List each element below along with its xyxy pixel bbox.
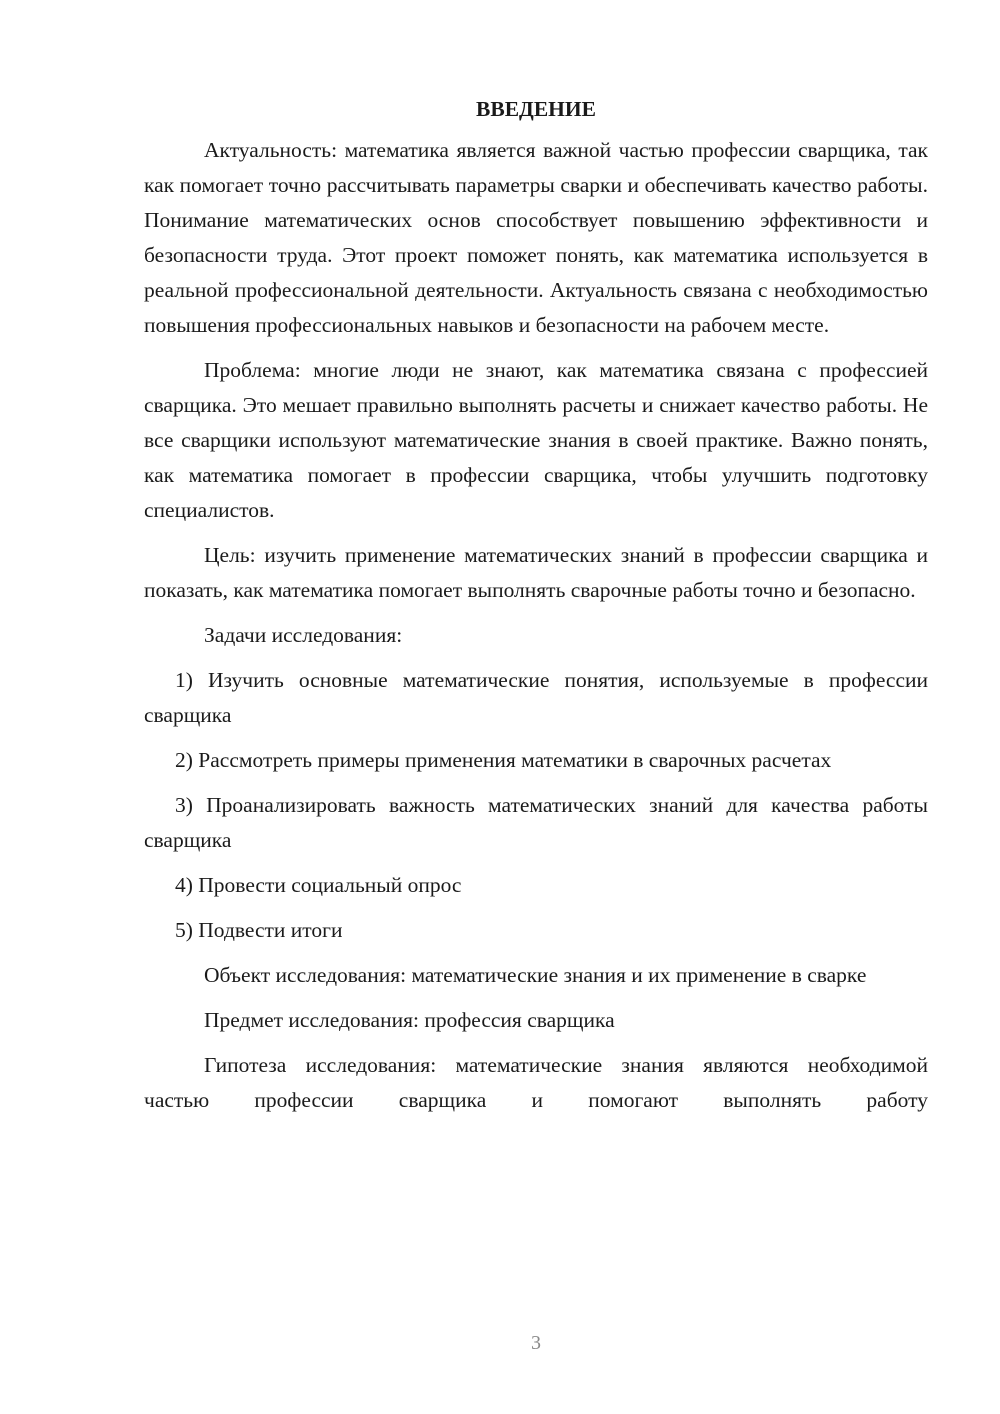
paragraph-hypothesis: Гипотеза исследования: математические знания являются необходимой частью профессии сварщика и помогают выполнять работу — [144, 1053, 928, 1112]
task-item-2: 2) Рассмотреть примеры применения математики в сварочных расчетах — [175, 748, 832, 772]
paragraph-object: Объект исследования: математические знания и их применение в сварке — [204, 963, 867, 987]
task-item-5: 5) Подвести итоги — [175, 918, 343, 942]
paragraph-goal: Цель: изучить применение математических знаний в профессии сварщика и показать, как математика помогает выполнять сварочные работы точно и безопасно. — [144, 543, 928, 602]
task-item-4: 4) Провести социальный опрос — [175, 873, 462, 897]
page-number: 3 — [531, 1332, 541, 1354]
document-page — [144, 92, 928, 1128]
paragraph-subject: Предмет исследования: профессия сварщика — [204, 1008, 615, 1032]
paragraph-relevance: Актуальность: математика является важной частью профессии сварщика, так как помогает точно рассчитывать параметры сварки и обеспечивать качество работы. Понимание математических основ способствует повышению эффективности и безопасности труда. Этот проект поможет понять, как математика используется в реальной профессиональной деятельности. Актуальность связана с необходимостью повышения профессиональных навыков и безопасности на рабочем месте. — [144, 138, 928, 337]
section-title: ВВЕДЕНИЕ — [476, 97, 596, 121]
task-item-1: 1) Изучить основные математические понятия, используемые в профессии сварщика — [144, 668, 928, 727]
task-item-3: 3) Проанализировать важность математических знаний для качества работы сварщика — [144, 793, 928, 852]
paragraph-problem: Проблема: многие люди не знают, как математика связана с профессией сварщика. Это мешает правильно выполнять расчеты и снижает качество работы. Не все сварщики используют математические знания в своей практике. Важно понять, как математика помогает в профессии сварщика, чтобы улучшить подготовку специалистов. — [144, 358, 928, 522]
tasks-heading: Задачи исследования: — [204, 623, 403, 647]
